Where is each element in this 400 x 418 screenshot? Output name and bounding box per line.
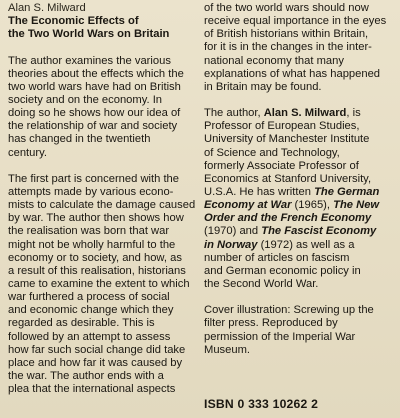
text-line: came to examine the extent to which [8, 277, 190, 290]
text-line [204, 212, 398, 225]
text-line: receive equal importance in the eyes [204, 15, 387, 28]
text-line [204, 199, 398, 212]
text-line: how far such social change did take [8, 343, 186, 356]
text-line: Economics at Stanford University, [204, 172, 372, 185]
text-line: society and on the economy. In [8, 93, 163, 106]
text-line: economy or to society, and how, as [8, 251, 182, 264]
text-fragment: The author, [204, 107, 264, 120]
summary-paragraph-1 [8, 55, 200, 160]
text-line: century. [8, 146, 47, 159]
text-line: University of Manchester Institute [204, 133, 370, 146]
text-line: of Science and Technology, [204, 146, 340, 159]
book-title-ref: The Fascist Economy [261, 225, 377, 238]
book-title-ref: Order and the French Economy [204, 212, 372, 225]
text-line: Cover illustration: Screwing up the [204, 304, 374, 317]
text-line: The author examines the various [8, 54, 171, 67]
text-line: for it is in the changes in the inter- [204, 41, 372, 54]
text-line [204, 239, 398, 252]
text-line: filter press. Reproduced by [204, 317, 338, 330]
text-line: doing so he shows how our idea of [8, 107, 181, 120]
text-line: and economic change which they [8, 304, 174, 317]
text-line: of the two world wars should now [204, 2, 369, 14]
bio-author-name: Alan S. Milward [263, 107, 347, 120]
book-title-ref: Economy at War [204, 199, 292, 212]
text-line: a result of this realisation, historians [8, 264, 186, 277]
text-line: formerly Associate Professor of [204, 159, 359, 172]
text-line: and German economic policy in [204, 264, 361, 277]
text-line: in Britain may be found. [204, 80, 322, 93]
book-title-line-2: the Two World Wars on Britain [8, 28, 170, 41]
text-line [204, 186, 398, 199]
author-bio [204, 107, 398, 291]
text-line: national economy that many [204, 54, 344, 67]
text-line: attempts made by various econo- [8, 185, 174, 198]
text-line: Professor of European Studies, [204, 120, 360, 133]
text-line: place and how far it was caused by [8, 356, 183, 369]
text-line: explanations of what has happened [204, 67, 381, 80]
summary-paragraph-2 [8, 173, 200, 396]
text-line: of British historians within Britain, [204, 28, 369, 41]
text-line [204, 107, 398, 120]
text-line: Museum. [204, 343, 251, 356]
text-fragment: (1972) as well as a [257, 238, 355, 251]
summary-continuation [204, 2, 398, 94]
text-line: the war. The author ends with a [8, 369, 164, 382]
isbn-number: ISBN 0 333 10262 2 [204, 397, 319, 411]
text-line: two world wars have had on British [8, 80, 181, 93]
text-line: plea that the international aspects [8, 383, 176, 396]
text-line: has changed in the twentieth [8, 133, 151, 146]
text-line: permission of the Imperial War [204, 330, 356, 343]
text-line: the realisation was born that war [8, 225, 170, 238]
text-line: theories about the effects which the [8, 67, 184, 80]
text-line: regarded as desirable. This is [8, 317, 155, 330]
text-fragment: (1965), [291, 199, 334, 212]
text-line: war furthered a process of social [8, 291, 170, 304]
text-fragment: U.S.A. He has written [204, 185, 315, 198]
text-line: The first part is concerned with the [8, 172, 179, 185]
author-name: Alan S. Milward [8, 2, 86, 14]
text-line: might not be wholly harmful to the [8, 238, 176, 251]
text-line: by war. The author then shows how [8, 212, 184, 225]
book-title-ref: in Norway [204, 238, 258, 251]
text-line [204, 225, 398, 238]
text-fragment: , is [346, 107, 361, 120]
text-line: number of articles on fascism [204, 251, 350, 264]
book-title-ref: The German [314, 185, 380, 198]
text-line: mists to calculate the damage caused [8, 199, 196, 212]
text-line: the Second World War. [204, 277, 319, 290]
cover-credit [204, 304, 398, 357]
right-column [204, 2, 398, 357]
left-column [8, 2, 200, 396]
book-title-ref: The New [333, 199, 380, 212]
text-fragment: (1970) and [204, 225, 262, 238]
text-line: followed by an attempt to assess [8, 330, 171, 343]
text-line: the relationship of war and society [8, 120, 178, 133]
book-title-line-1: The Economic Effects of [8, 15, 139, 28]
